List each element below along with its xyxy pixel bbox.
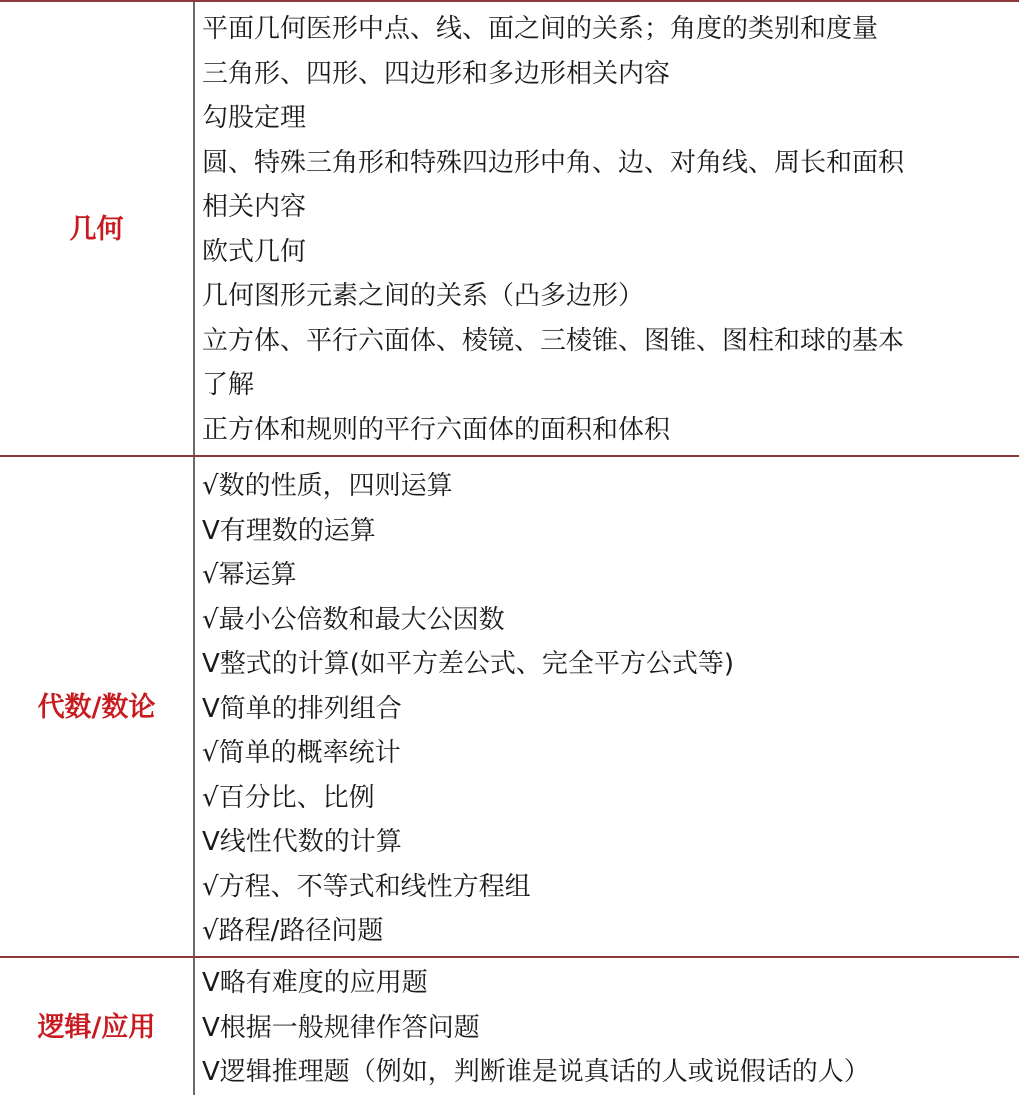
- topic-item: 欧式几何: [202, 236, 307, 267]
- topic-item: V根据一般规律作答问题: [202, 1012, 480, 1043]
- topic-item: V线性代数的计算: [202, 827, 402, 857]
- topic-item: 勾股定理: [202, 103, 307, 133]
- topic-item: V整式的计算(如平方差公式、完全平方公式等): [202, 649, 735, 679]
- topic-item: 了解: [202, 370, 255, 400]
- logic-topic-list: [202, 961, 1014, 1095]
- topic-item: V简单的排列组合: [202, 693, 402, 724]
- topic-item: 立方体、平行六面体、棱镜、三棱锥、图锥、图柱和球的基本: [202, 325, 905, 356]
- topic-item: 平面几何医形中点、线、面之间的关系；角度的类别和度量: [202, 14, 879, 44]
- topic-item: 几何图形元素之间的关系（凸多边形）: [202, 281, 645, 311]
- category-logic-application: 逻辑/应用: [37, 1012, 156, 1043]
- topic-item: √幂运算: [202, 560, 297, 590]
- column-divider: [193, 0, 195, 1095]
- row-divider: [0, 956, 1019, 958]
- topic-item: √简单的概率统计: [202, 738, 401, 768]
- topic-item: 圆、特殊三角形和特殊四边形中角、边、对角线、周长和面积: [202, 147, 905, 178]
- topic-item: √最小公倍数和最大公因数: [202, 604, 505, 635]
- category-algebra-number-theory: 代数/数论: [37, 692, 156, 723]
- topic-item: √方程、不等式和线性方程组: [202, 871, 531, 902]
- table-border-top: [0, 0, 1019, 2]
- row-divider: [0, 455, 1019, 457]
- topic-item: √路程/路径问题: [202, 916, 384, 946]
- topic-item: 相关内容: [202, 192, 307, 222]
- topic-item: V有理数的运算: [202, 515, 376, 546]
- topic-item: √百分比、比例: [202, 782, 375, 813]
- category-geometry: 几何: [69, 214, 124, 245]
- topic-item: √数的性质，四则运算: [202, 471, 453, 501]
- geometry-topic-list: [202, 7, 1014, 452]
- topic-item: 正方体和规则的平行六面体的面积和体积: [202, 414, 671, 445]
- topic-item: 三角形、四形、四边形和多边形相关内容: [202, 58, 671, 89]
- topic-item: V逻辑推理题（例如，判断谁是说真话的人或说假话的人）: [202, 1057, 870, 1087]
- topic-item: V略有难度的应用题: [202, 968, 428, 998]
- algebra-topic-list: [202, 464, 1014, 954]
